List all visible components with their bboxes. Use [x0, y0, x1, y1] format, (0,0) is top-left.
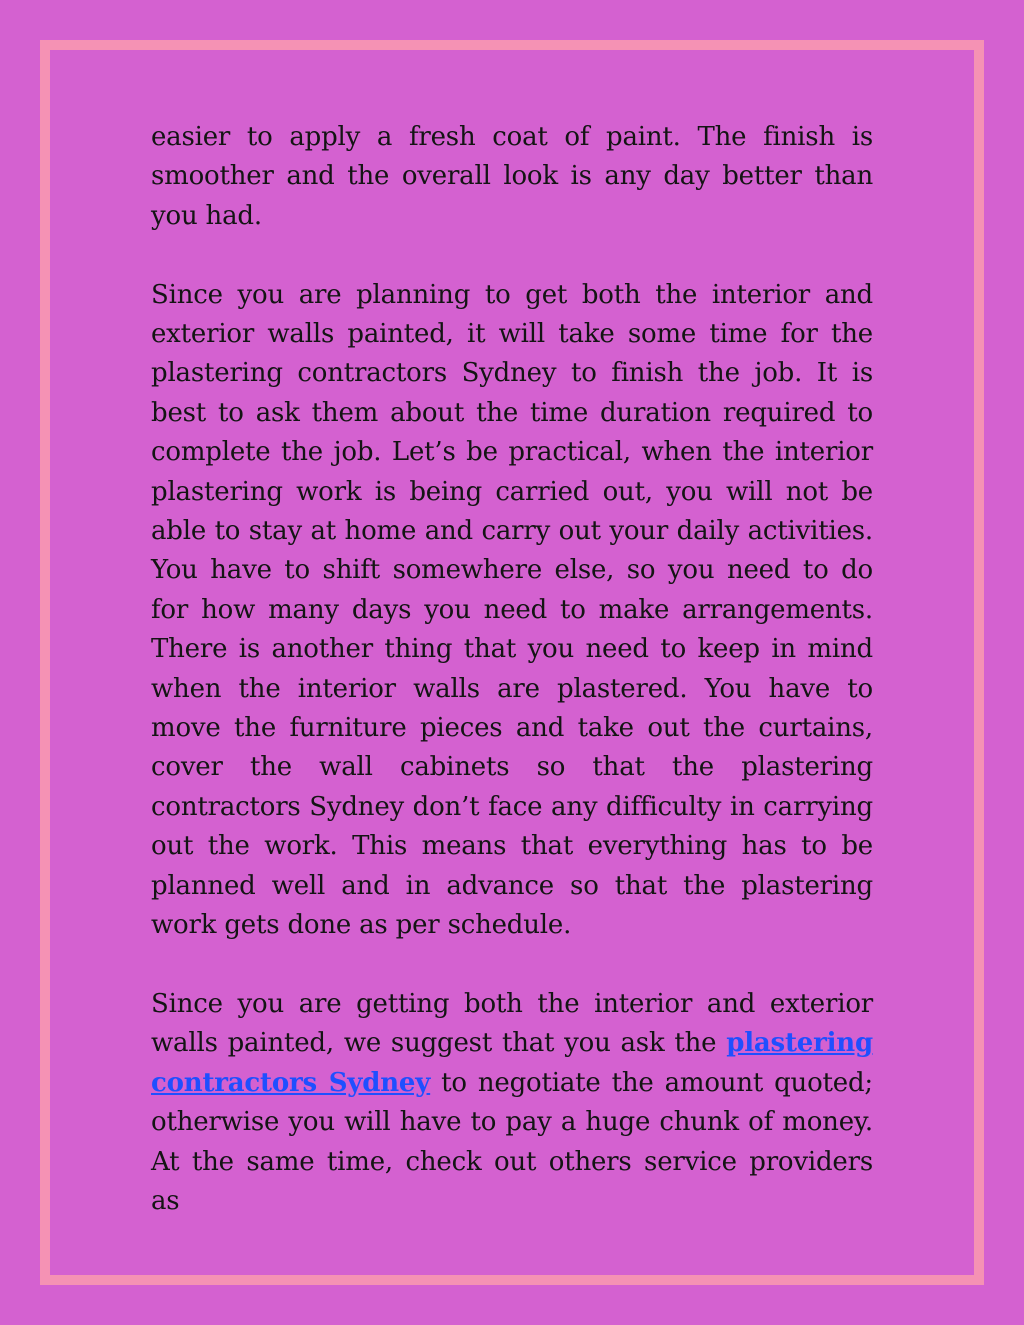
paragraph-2: Since you are planning to get both the interior and exterior walls painted, it will take some time for the plastering contractors Sydney to finish the job. It is best to ask them about the time duration required to complete the job. Let’s be practical, when the interior plastering work is being carried out, you will not be able to stay at home and carry out your daily activities. You have to shift somewhere else, so you need to do for how many days you need to make arrangements. There is another thing that you need to keep in mind when the interior walls are plastered. You have to move the furniture pieces and take out the curtains, cover the wall cabinets so that the plastering contractors Sydney don’t face any difficulty in carrying out the work. This means that everything has to be planned well and in advance so that the plastering work gets done as per schedule. [151, 279, 873, 941]
paragraph-3 [151, 985, 873, 1221]
paragraph-3-text-before-link: Since you are getting both the interior and exterior walls painted, we suggest that you ask the [151, 988, 873, 1059]
plastering-contractors-sydney-link[interactable]: plastering contractors Sydney [151, 1028, 873, 1098]
paragraph-1: easier to apply a fresh coat of paint. The finish is smoother and the overall look is any day better than you had. [151, 122, 873, 231]
paragraph-3-text-after-link: to negotiate the amount quoted; otherwise you will have to pay a huge chunk of money. At the same time, check out others service providers as [151, 1067, 873, 1216]
document-body [151, 118, 873, 1221]
